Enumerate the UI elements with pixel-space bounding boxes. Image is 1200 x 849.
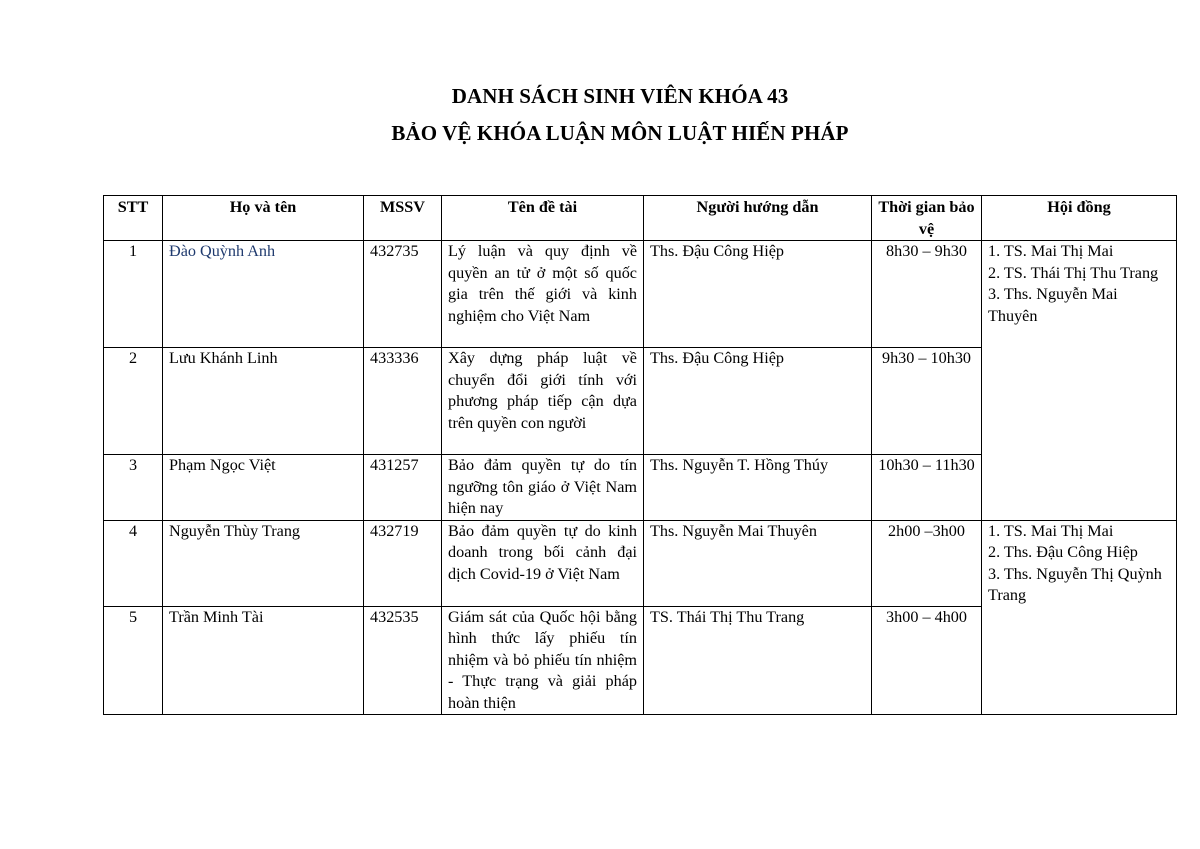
row-mssv: 431257 [364, 455, 442, 521]
row-stt: 1 [104, 241, 163, 348]
row-student-name: Lưu Khánh Linh [163, 348, 364, 455]
row-advisor: Ths. Đậu Công Hiệp [644, 241, 872, 348]
row-stt: 4 [104, 520, 163, 606]
row-time: 9h30 – 10h30 [872, 348, 982, 455]
document-title: DANH SÁCH SINH VIÊN KHÓA 43 [451, 84, 789, 108]
row-student-name: Nguyễn Thùy Trang [163, 520, 364, 606]
row-topic: Giám sát của Quốc hội bằng hình thức lấy phiếu tín nhiệm và bỏ phiếu tín nhiệm - Thực trạng và giải pháp hoàn thiện [442, 606, 644, 715]
row-topic: Bảo đảm quyền tự do kinh doanh trong bối cảnh đại dịch Covid-19 ở Việt Nam [442, 520, 644, 606]
row-advisor: TS. Thái Thị Thu Trang [644, 606, 872, 715]
row-time: 10h30 – 11h30 [872, 455, 982, 521]
row-student-name: Trần Minh Tài [163, 606, 364, 715]
row-stt: 3 [104, 455, 163, 521]
council-member: 1. TS. Mai Thị Mai [988, 242, 1114, 260]
header-mssv: MSSV [364, 196, 442, 241]
row-time: 8h30 – 9h30 [872, 241, 982, 348]
council-member: 2. Ths. Đậu Công Hiệp [988, 543, 1138, 561]
row-topic: Xây dựng pháp luật về chuyển đổi giới tính với phương pháp tiếp cận dựa trên quyền con người [442, 348, 644, 455]
row-student-name: Đào Quỳnh Anh [163, 241, 364, 348]
row-mssv: 432535 [364, 606, 442, 715]
row-advisor: Ths. Nguyễn T. Hồng Thúy [644, 455, 872, 521]
row-advisor: Ths. Đậu Công Hiệp [644, 348, 872, 455]
header-topic: Tên đề tài [442, 196, 644, 241]
row-advisor: Ths. Nguyễn Mai Thuyên [644, 520, 872, 606]
row-time: 2h00 –3h00 [872, 520, 982, 606]
header-advisor: Người hướng dẫn [644, 196, 872, 241]
council-cell-1 [982, 241, 1177, 521]
council-member: 3. Ths. Nguyễn Thị Quỳnh Trang [988, 564, 1162, 604]
header-name: Họ và tên [163, 196, 364, 241]
council-member: 3. Ths. Nguyễn Mai Thuyên [988, 285, 1118, 325]
row-mssv: 432735 [364, 241, 442, 348]
row-stt: 5 [104, 606, 163, 715]
student-defense-table [103, 195, 1177, 715]
row-topic: Lý luận và quy định về quyền an tử ở một số quốc gia trên thế giới và kinh nghiệm cho Việt Nam [442, 241, 644, 348]
table-header-row [104, 196, 1177, 241]
council-member: 1. TS. Mai Thị Mai [988, 521, 1114, 540]
council-cell-2 [982, 520, 1177, 715]
table-row [104, 520, 1177, 606]
header-council: Hội đồng [982, 196, 1177, 241]
row-mssv: 432719 [364, 520, 442, 606]
row-topic: Bảo đảm quyền tự do tín ngưỡng tôn giáo ở Việt Nam hiện nay [442, 455, 644, 521]
row-mssv: 433336 [364, 348, 442, 455]
document-subtitle: BẢO VỆ KHÓA LUẬN MÔN LUẬT HIẾN PHÁP [391, 121, 849, 145]
table-row [104, 241, 1177, 348]
council-member: 2. TS. Thái Thị Thu Trang [988, 263, 1159, 282]
row-stt: 2 [104, 348, 163, 455]
header-time: Thời gian bảo vệ [872, 196, 982, 241]
row-time: 3h00 – 4h00 [872, 606, 982, 715]
header-stt: STT [104, 196, 163, 241]
row-student-name: Phạm Ngọc Việt [163, 455, 364, 521]
